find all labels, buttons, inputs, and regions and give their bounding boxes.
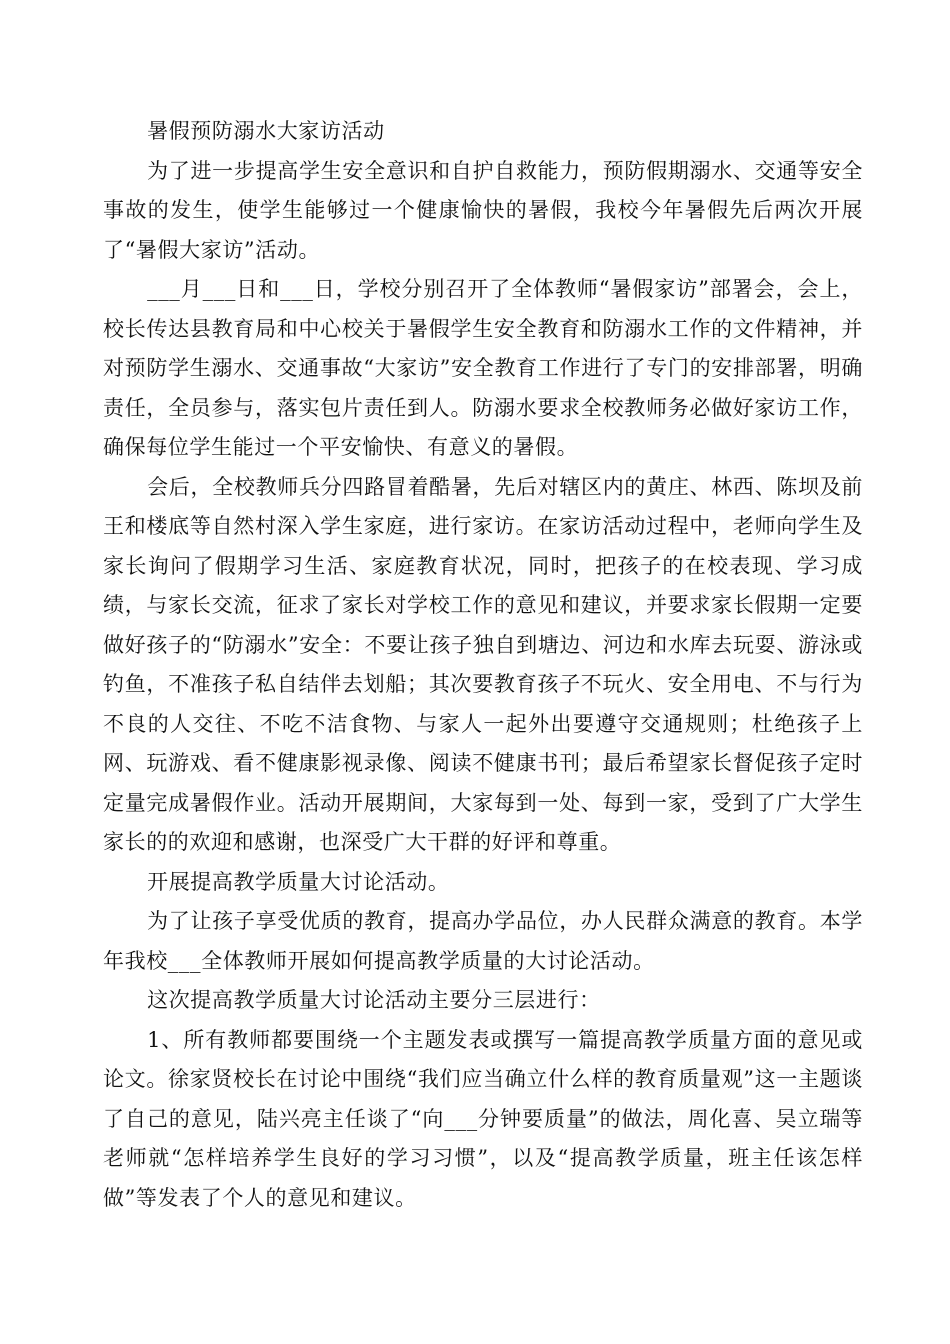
section-heading-drowning-prevention: 暑假预防溺水大家访活动: [147, 119, 385, 143]
paragraph-three-levels: 这次提高教学质量大讨论活动主要分三层进行：: [147, 988, 601, 1012]
paragraph-home-visits: 会后，全校教师兵分四路冒着酷暑，先后对辖区内的黄庄、林西、陈坝及前王和楼底等自然村深入学生家庭，进行家访。在家访活动过程中，老师向学生及家长询问了假期学习生活、家庭教育状况，同时，把孩子的在校表现、学习成绩，与家长交流，征求了家长对学校工作的意见和建议，并要求家长假期一定要做好孩子的“防溺水”安全：不要让孩子独自到塘边、河边和水库去玩耍、游泳或钓鱼，不准孩子私自结伴去划船；其次要教育孩子不玩火、安全用电、不与行为不良的人交往、不吃不洁食物、与家人一起外出要遵守交通规则；杜绝孩子上网、玩游戏、看不健康影视录像、阅读不健康书刊；最后希望家长督促孩子定时定量完成暑假作业。活动开展期间，大家每到一处、每到一家，受到了广大学生家长的的欢迎和感谢，也深受广大干群的好评和尊重。: [103, 474, 863, 854]
paragraph-teaching-quality-intro: 为了让孩子享受优质的教育，提高办学品位，办人民群众满意的教育。本学年我校___全体教师开展如何提高教学质量的大讨论活动。: [103, 909, 863, 973]
paragraph-item-1: 1、所有教师都要围绕一个主题发表或撰写一篇提高教学质量方面的意见或论文。徐家贤校长在讨论中围绕“我们应当确立什么样的教育质量观”这一主题谈了自己的意见，陆兴亮主任谈了“向___分钟要质量”的做法，周化喜、吴立瑞等老师就“怎样培养学生良好的学习习惯”，以及“提高教学质量，班主任该怎样做”等发表了个人的意见和建议。: [103, 1027, 863, 1210]
document-body: [103, 112, 863, 1218]
section-heading-teaching-quality: 开展提高教学质量大讨论活动。: [147, 869, 450, 894]
paragraph-meeting: ___月___日和___日，学校分别召开了全体教师“暑假家访”部署会，会上，校长传达县教育局和中心校关于暑假学生安全教育和防溺水工作的文件精神，并对预防学生溺水、交通事故“大家访”安全教育工作进行了专门的安排部署，明确责任，全员参与，落实包片责任到人。防溺水要求全校教师务必做好家访工作，确保每位学生能过一个平安愉快、有意义的暑假。: [103, 277, 863, 459]
paragraph-intro: 为了进一步提高学生安全意识和自护自救能力，预防假期溺水、交通等安全事故的发生，使学生能够过一个健康愉快的暑假，我校今年暑假先后两次开展了“暑假大家访”活动。: [103, 158, 863, 262]
